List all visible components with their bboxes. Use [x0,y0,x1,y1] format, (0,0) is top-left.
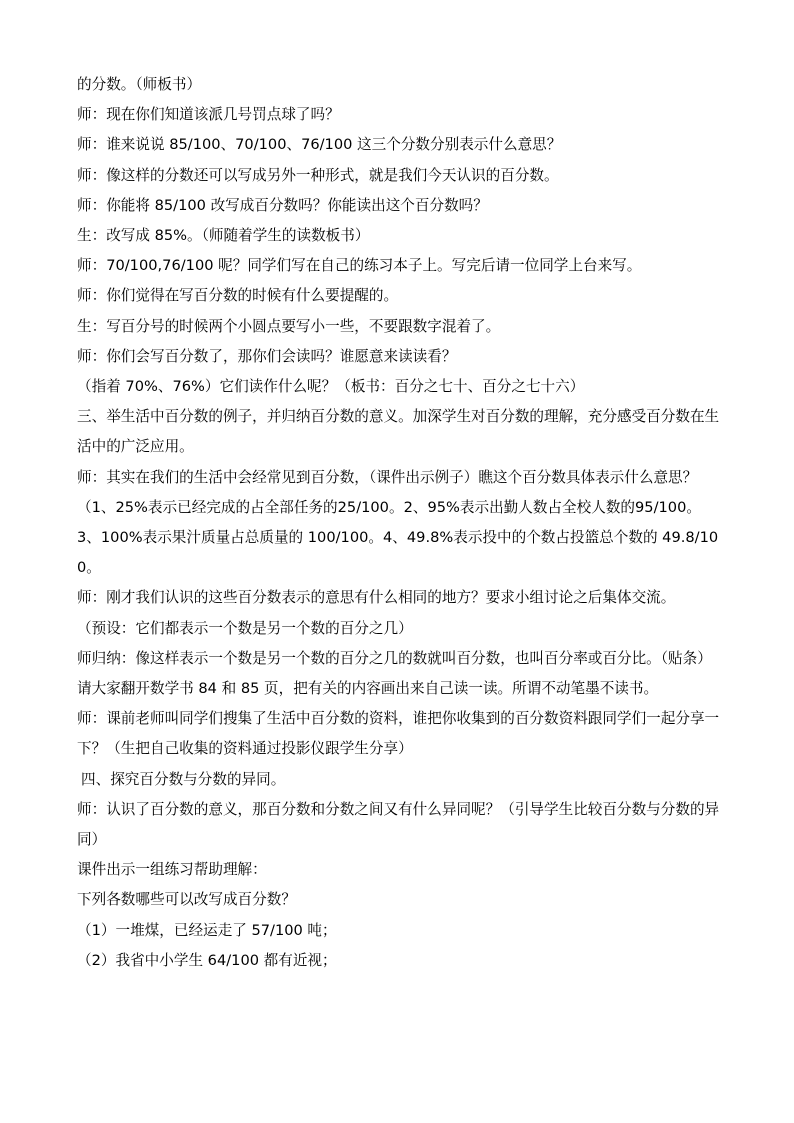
section-heading-3: 三、举生活中百分数的例子，并归纳百分数的意义。加深学生对百分数的理解，充分感受百分数在生活中的广泛应用。 [77,408,720,456]
paragraph-1: 的分数。（师板书） [77,76,202,93]
paragraph-examples: 师：其实在我们的生活中会经常见到百分数，（课件出示例子）瞧这个百分数具体表示什么意思？（1、25%表示已经完成的占全部任务的25/100。2、95%表示出勤人数占全校人数的95/100。3、100%表示果汁质量占总质量的 100/100。4、49.8%表示投中的个数占投篮总个数的 49.8/100。 [77,468,719,577]
exercise-item-2: （2）我省中小学生 64/100 都有近视； [77,951,337,969]
paragraph-7: 师：70/100,76/100 呢？同学们写在自己的练习本子上。写完后请一位同学上台来写。 [77,257,642,275]
paragraph-5: 师：你能将 85/100 改写成百分数吗？你能读出这个百分数吗？ [77,196,488,214]
paragraph-15: （预设：它们都表示一个数是另一个数的百分之几） [77,619,413,637]
paragraph-4: 师：像这样的分数还可以写成另外一种形式，就是我们今天认识的百分数。 [77,166,559,184]
exercise-item-1: （1）一堆煤，已经运走了 57/100 吨； [77,921,337,939]
paragraph-6: 生：改写成 85%。（师随着学生的读数板书） [77,227,370,245]
paragraph-3: 师：谁来说说 85/100、70/100、76/100 这三个分数分别表示什么意思？ [77,136,562,154]
paragraph-10: 师：你们会写百分数了，那你们会读吗？谁愿意来读读看？ [77,347,457,365]
paragraph-8: 师：你们觉得在写百分数的时候有什么要提醒的。 [77,287,399,305]
section-heading-4: 四、探究百分数与分数的异同。 [81,770,286,788]
paragraph-2: 师：现在你们知道该派几号罚点球了吗？ [77,106,340,124]
paragraph-20: 课件出示一组练习帮助理解： [77,861,267,879]
paragraph-19: 师：认识了百分数的意义，那百分数和分数之间又有什么异同呢？（引导学生比较百分数与分数的异同） [77,800,720,849]
paragraph-11: （指着 70%、76%）它们读作什么呢？（板书：百分之七十、百分之七十六） [77,378,585,396]
document-body [77,70,722,976]
paragraph-9: 生：写百分号的时候两个小圆点要写小一些，不要跟数字混着了。 [77,317,501,335]
paragraph-summary: 师归纳：像这样表示一个数是另一个数的百分之几的数就叫百分数，也叫百分率或百分比。（贴条）请大家翻开数学书 84 和 85 页，把有关的内容画出来自己读一读。所谓不动笔墨不读书。 [77,649,712,698]
paragraph-21: 下列各数哪些可以改写成百分数？ [77,891,296,909]
paragraph-17: 师：课前老师叫同学们搜集了生活中百分数的资料，谁把你收集到的百分数资料跟同学们一起分享一下？（生把自己收集的资料通过投影仪跟学生分享） [77,710,720,758]
paragraph-14: 师：刚才我们认识的这些百分数表示的意思有什么相同的地方？要求小组讨论之后集体交流。 [77,589,676,607]
